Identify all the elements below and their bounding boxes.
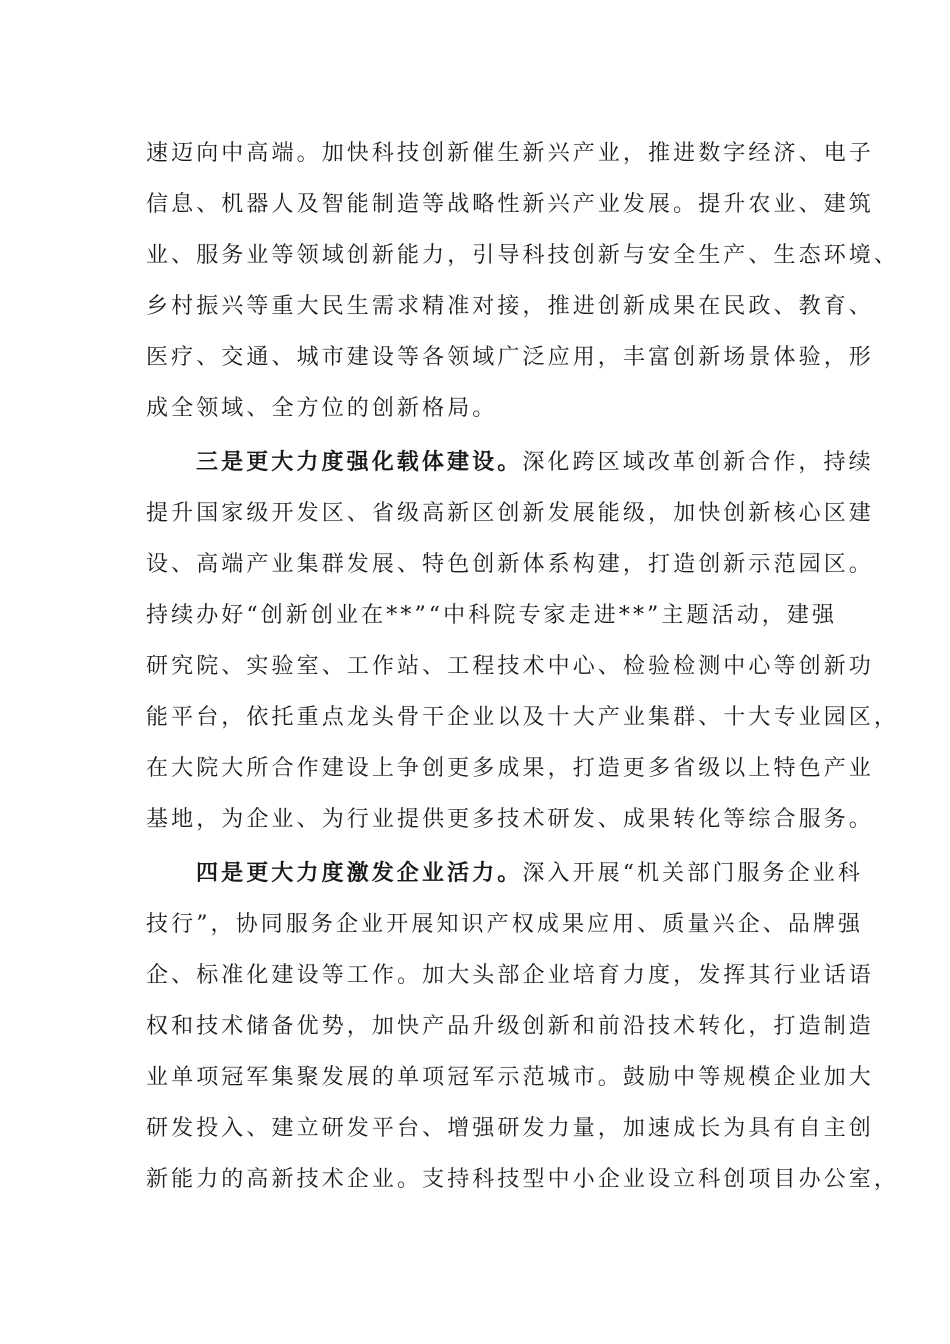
text-line: 提升国家级开发区、省级高新区创新发展能级，加快创新核心区建 — [146, 501, 874, 526]
paragraph-2 — [146, 437, 900, 845]
text-line: 在大院大所合作建设上争创更多成果，打造更多省级以上特色产业 — [146, 756, 874, 781]
text-line: 基地，为企业、为行业提供更多技术研发、成果转化等综合服务。 — [146, 807, 874, 832]
text-line: 成全领域、全方位的创新格局。 — [146, 396, 498, 421]
text-line-first — [146, 848, 863, 899]
paragraph-3 — [146, 848, 900, 1205]
paragraph-heading: 三是更大力度强化载体建设。 — [196, 449, 523, 475]
text-line: 医疗、交通、城市建设等各领域广泛应用，丰富创新场景体验，形 — [146, 345, 874, 370]
text-line: 新能力的高新技术企业。支持科技型中小企业设立科创项目办公室， — [146, 1167, 900, 1192]
text-line: 业、服务业等领域创新能力，引导科技创新与安全生产、生态环境、 — [146, 243, 900, 268]
text-line: 研发投入、建立研发平台、增强研发力量，加速成长为具有自主创 — [146, 1116, 874, 1141]
text-line: 持续办好“创新创业在**”“中科院专家走进**”主题活动，建强 — [146, 603, 838, 628]
text-line: 能平台，依托重点龙头骨干企业以及十大产业集群、十大专业园区， — [146, 705, 900, 730]
text-line: 业单项冠军集聚发展的单项冠军示范城市。鼓励中等规模企业加大 — [146, 1065, 874, 1090]
text-line: 信息、机器人及智能制造等战略性新兴产业发展。提升农业、建筑 — [146, 192, 874, 217]
text-line: 研究院、实验室、工作站、工程技术中心、检验检测中心等创新功 — [146, 654, 874, 679]
document-body — [146, 128, 900, 1205]
text-run: 深化跨区域改革创新合作，持续 — [522, 450, 874, 475]
text-line: 权和技术储备优势，加快产品升级创新和前沿技术转化，打造制造 — [146, 1014, 874, 1039]
text-line: 速迈向中高端。加快科技创新催生新兴产业，推进数字经济、电子 — [146, 141, 874, 166]
paragraph-heading: 四是更大力度激发企业活力。 — [196, 860, 523, 886]
text-line-first — [146, 437, 874, 488]
text-line: 乡村振兴等重大民生需求精准对接，推进创新成果在民政、教育、 — [146, 294, 874, 319]
text-line: 设、高端产业集群发展、特色创新体系构建，打造创新示范园区。 — [146, 552, 874, 577]
text-line: 技行”，协同服务企业开展知识产权成果应用、质量兴企、品牌强 — [146, 912, 864, 937]
text-line: 企、标准化建设等工作。加大头部企业培育力度，发挥其行业话语 — [146, 963, 874, 988]
text-run: 深入开展“机关部门服务企业科 — [522, 861, 863, 886]
paragraph-1 — [146, 128, 900, 434]
